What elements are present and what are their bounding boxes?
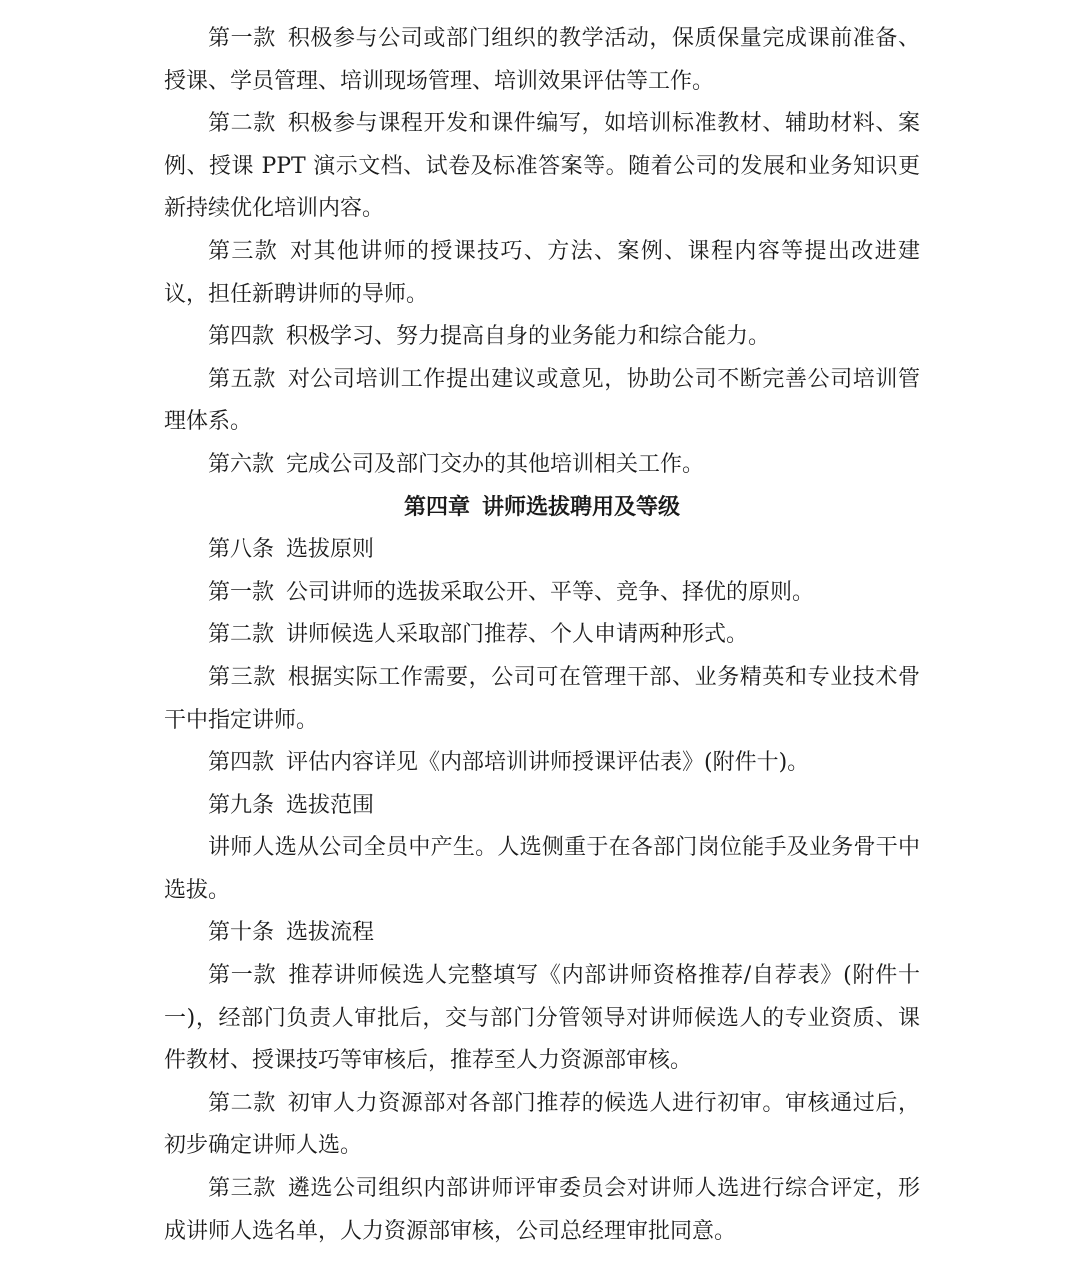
clause-label: 第二款: [208, 622, 275, 648]
clause-text: 完成公司及部门交办的其他培训相关工作。: [286, 451, 705, 477]
chapter-title: 讲师选拔聘用及等级: [482, 494, 681, 520]
clause-label: 第二款: [208, 111, 276, 137]
clause-label: 第三款: [208, 664, 276, 690]
clause-text: 公司讲师的选拔采取公开、平等、竞争、择优的原则。: [286, 579, 815, 605]
chapter-number: 第四章: [403, 494, 470, 520]
article-heading: [164, 785, 920, 828]
body-text: 讲师人选从公司全员中产生。人选侧重于在各部门岗位能手及业务骨干中选拔。: [164, 835, 920, 903]
clause-paragraph: [164, 1083, 920, 1168]
clause-text: 对其他讲师的授课技巧、方法、案例、课程内容等提出改进建议，担任新聘讲师的导师。: [164, 238, 920, 307]
article-heading: [164, 529, 920, 572]
clause-text: 推荐讲师候选人完整填写《内部讲师资格推荐/自荐表》(附件十一)，经部门负责人审批后，交与部门分管领导对讲师候选人的专业资质、课件教材、授课技巧等审核后，推荐至人力资源部审核。: [164, 963, 920, 1074]
article-label: 第八条: [208, 537, 275, 563]
clause-text: 讲师候选人采取部门推荐、个人申请两种形式。: [286, 622, 749, 648]
body-paragraph: [164, 827, 920, 912]
document-page: [164, 18, 920, 1253]
article-label: 第十条: [208, 920, 275, 946]
clause-label: 第六款: [208, 451, 275, 477]
clause-text: 初审人力资源部对各部门推荐的候选人进行初审。审核通过后，初步确定讲师人选。: [164, 1090, 920, 1159]
clause-paragraph: [164, 657, 920, 742]
clause-paragraph: [164, 572, 920, 615]
clause-text: 对公司培训工作提出建议或意见，协助公司不断完善公司培训管理体系。: [164, 366, 920, 435]
clause-paragraph: [164, 444, 920, 487]
clause-paragraph: [164, 359, 920, 444]
clause-text: 积极学习、努力提高自身的业务能力和综合能力。: [286, 324, 771, 350]
clause-label: 第一款: [208, 26, 276, 51]
clause-label: 第五款: [208, 366, 276, 392]
clause-label: 第三款: [208, 238, 279, 264]
clause-label: 第一款: [208, 579, 275, 605]
chapter-heading: [164, 487, 920, 530]
article-label: 第九条: [208, 792, 275, 818]
clause-paragraph: [164, 316, 920, 359]
clause-paragraph: [164, 955, 920, 1083]
clause-label: 第一款: [208, 963, 277, 989]
clause-label: 第四款: [208, 750, 275, 776]
clause-text: 遴选公司组织内部讲师评审委员会对讲师人选进行综合评定，形成讲师人选名单，人力资源部审核，公司总经理审批同意。: [164, 1176, 920, 1244]
clause-paragraph: [164, 742, 920, 785]
clause-text: 积极参与课程开发和课件编写，如培训标准教材、辅助材料、案例、授课 PPT 演示文档、试卷及标准答案等。随着公司的发展和业务知识更新持续优化培训内容。: [164, 111, 920, 222]
clause-text: 评估内容详见《内部培训讲师授课评估表》(附件十)。: [286, 750, 810, 776]
clause-paragraph: [164, 1168, 920, 1253]
article-title: 选拔流程: [286, 920, 375, 946]
article-heading: [164, 912, 920, 955]
clause-text: 积极参与公司或部门组织的教学活动，保质保量完成课前准备、授课、学员管理、培训现场管理、培训效果评估等工作。: [164, 26, 920, 94]
clause-paragraph: [164, 103, 920, 231]
clause-paragraph: [164, 614, 920, 657]
article-title: 选拔范围: [286, 792, 375, 818]
clause-paragraph: [164, 18, 920, 103]
clause-label: 第二款: [208, 1090, 276, 1116]
clause-paragraph: [164, 231, 920, 316]
article-title: 选拔原则: [286, 537, 375, 563]
clause-text: 根据实际工作需要，公司可在管理干部、业务精英和专业技术骨干中指定讲师。: [164, 664, 920, 733]
clause-label: 第四款: [208, 324, 275, 350]
clause-label: 第三款: [208, 1176, 276, 1202]
